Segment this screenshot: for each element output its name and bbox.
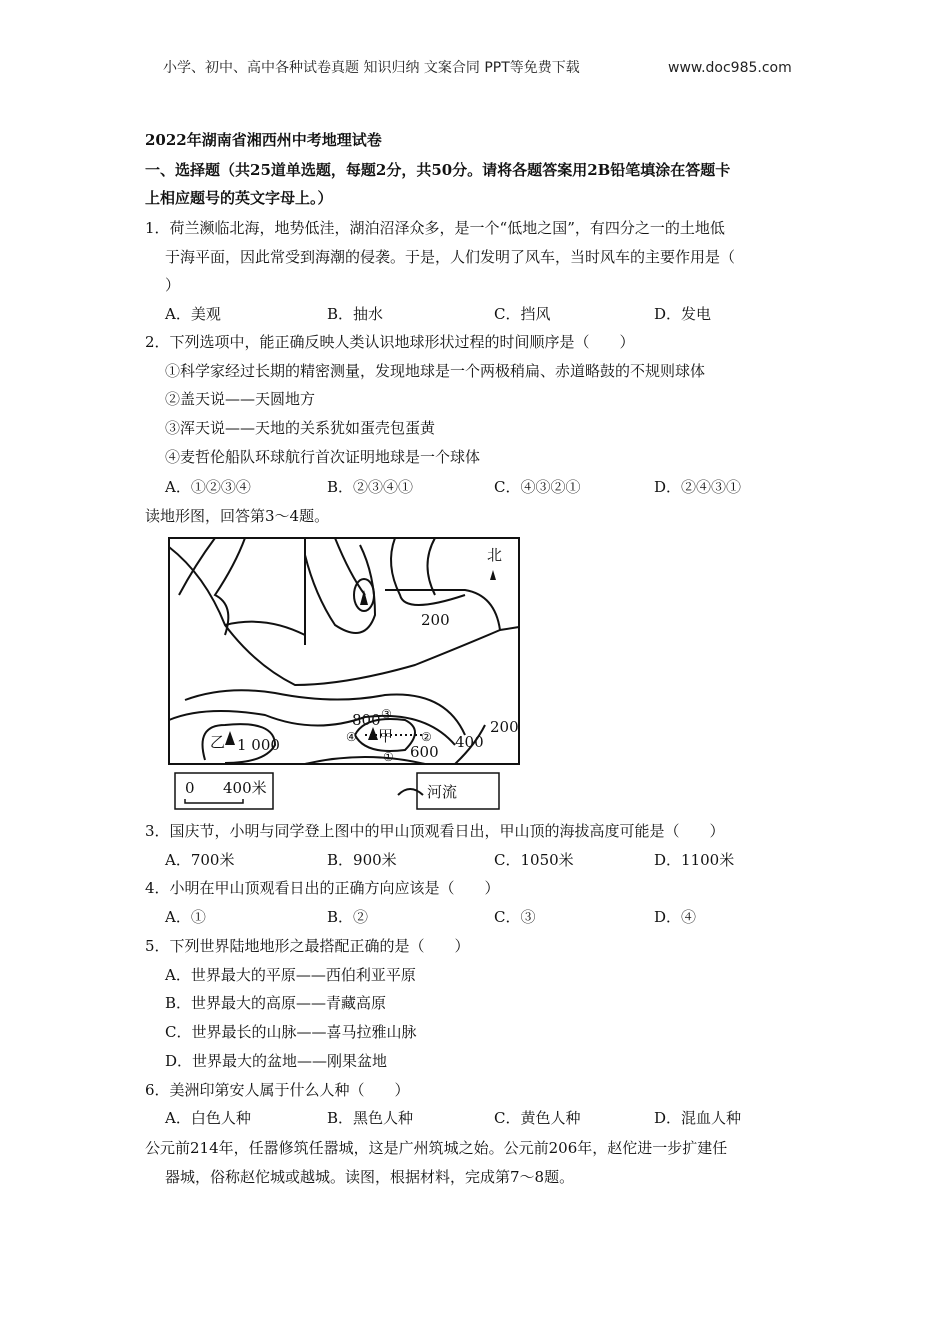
peak-yi-label: 乙 [210,733,226,751]
q5-option-a: A．世界最大的平原——西伯利亚平原 [165,966,416,984]
legend-river: 河流 [427,783,458,801]
q6-option-c: C．黄色人种 [494,1109,581,1127]
contour-label: 200 [421,611,450,629]
header-url[interactable]: www.doc985.com [668,60,792,76]
contour-label: 200 [490,718,519,736]
material-text: 公元前214年，任嚣修筑任嚣城，这是广州筑城之始。公元前206年，赵佗进一步扩建任 [145,1139,728,1157]
contour-label: 800 [352,711,381,729]
contour-label: 400 [455,733,484,751]
q1-option-d: D．发电 [654,305,712,323]
q1-option-a: A．美观 [165,305,221,323]
peak-jia-label: 甲 [378,727,394,745]
q1-option-c: C．挡风 [494,305,551,323]
exam-title: 2022年湖南省湘西州中考地理试卷 [145,131,382,149]
q6-option-d: D．混血人种 [654,1109,742,1127]
q1-stem-cont: 于海平面，因此常受到海潮的侵袭。于是，人们发明了风车，当时风车的主要作用是（ [165,248,736,266]
q5-option-d: D．世界最大的盆地——刚果盆地 [165,1052,388,1070]
marker-4: ④ [346,730,357,744]
material-text-cont: 器城，俗称赵佗城或越城。读图，根据材料，完成第7～8题。 [165,1168,575,1186]
q3-option-a: A．700米 [165,851,235,869]
north-label: 北 [487,546,503,564]
q5-option-c: C．世界最长的山脉——喜马拉雅山脉 [165,1023,417,1041]
contour-label: 600 [410,743,439,761]
q2-option-c: C．④③②① [494,478,581,496]
q2-option-d: D．②④③① [654,478,742,496]
marker-1: ① [383,750,394,764]
q1-stem: 1．荷兰濒临北海，地势低洼，湖泊沼泽众多，是一个“低地之国”，有四分之一的土地低 [145,219,725,237]
section-heading: 一、选择题（共25道单选题，每题2分，共50分。请将各题答案用2B铅笔填涂在答题卡 [145,161,731,179]
q1-stem-end: ） [165,276,181,294]
q4-option-b: B．② [327,908,369,926]
section-heading-cont: 上相应题号的英文字母上。） [145,189,333,207]
topographic-map [165,535,525,815]
q2-item: ①科学家经过长期的精密测量，发现地球是一个两极稍扁、赤道略鼓的不规则球体 [165,362,706,380]
q2-stem: 2．下列选项中，能正确反映人类认识地球形状过程的时间顺序是（ ） [145,333,635,351]
q6-option-b: B．黑色人种 [327,1109,414,1127]
q2-option-a: A．①②③④ [165,478,251,496]
q3-stem: 3．国庆节，小明与同学登上图中的甲山顶观看日出，甲山顶的海拔高度可能是（ ） [145,822,725,840]
q6-stem: 6．美洲印第安人属于什么人种（ ） [145,1081,410,1099]
q3-option-d: D．1100米 [654,851,735,869]
q5-stem: 5．下列世界陆地地形之最搭配正确的是（ ） [145,937,470,955]
q2-item: ②盖天说——天圆地方 [165,390,316,408]
reading-prompt: 读地形图，回答第3～4题。 [145,507,330,525]
q6-option-a: A．白色人种 [165,1109,251,1127]
q2-item: ④麦哲伦船队环球航行首次证明地球是一个球体 [165,448,481,466]
marker-3: ③ [381,707,392,721]
header-text: 小学、初中、高中各种试卷真题 知识归纳 文案合同 PPT等免费下载 [163,60,580,76]
q3-option-b: B．900米 [327,851,397,869]
q4-option-a: A．① [165,908,206,926]
scale-distance: 400米 [223,779,267,797]
q1-option-b: B．抽水 [327,305,384,323]
q4-option-c: C．③ [494,908,536,926]
q2-option-b: B．②③④① [327,478,414,496]
peak-yi-elevation: 1 000 [237,736,280,754]
q5-option-b: B．世界最大的高原——青藏高原 [165,994,387,1012]
q2-item: ③浑天说——天地的关系犹如蛋壳包蛋黄 [165,419,436,437]
scale-zero: 0 [185,779,195,797]
marker-2: ② [421,730,432,744]
q4-option-d: D．④ [654,908,697,926]
q3-option-c: C．1050米 [494,851,574,869]
q4-stem: 4．小明在甲山顶观看日出的正确方向应该是（ ） [145,879,500,897]
